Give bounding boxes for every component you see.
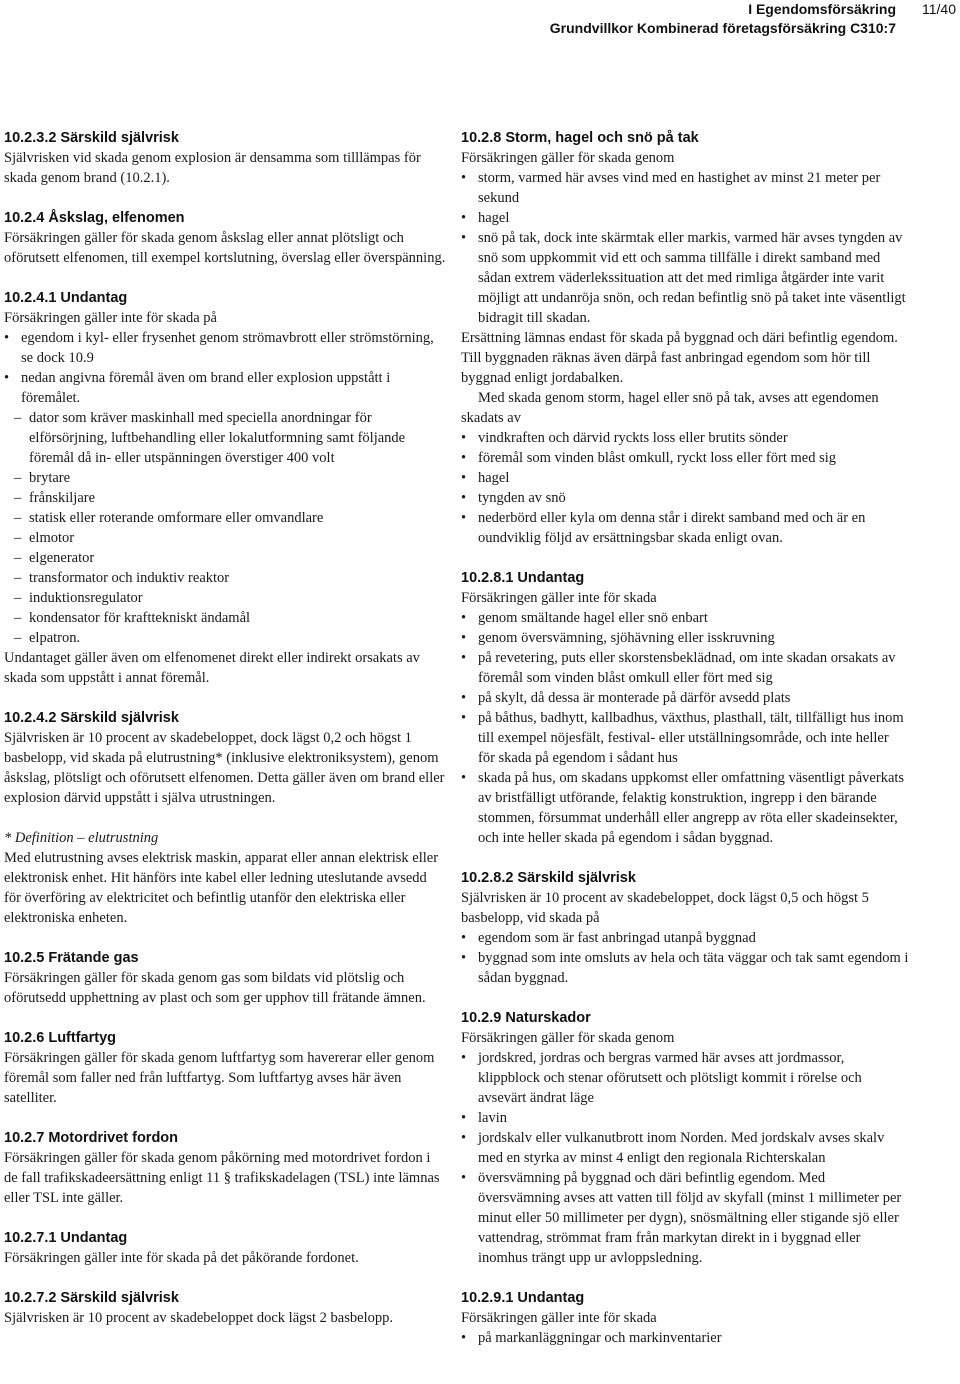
section-intro: Försäkringen gäller inte för skada på: [4, 310, 217, 326]
section-text: Försäkringen gäller för skada genom gas som bildats vid plötslig och oförutsedd upphettning av plast och som ger upphov till frätande ämnen.: [4, 970, 426, 1006]
list-item: • hagel: [461, 208, 909, 228]
section-10-2-9: [461, 1008, 909, 1268]
section-heading: 10.2.7 Motordrivet fordon: [4, 1130, 179, 1146]
section-heading: 10.2.8 Storm, hagel och snö på tak: [461, 130, 699, 146]
left-column: [4, 128, 446, 1328]
section-10-2-4: [4, 208, 446, 268]
section-heading: 10.2.4.2 Särskild självrisk: [4, 710, 179, 726]
section-10-2-7-2: [4, 1288, 446, 1328]
section-10-2-4-2: [4, 708, 446, 808]
list-item: • egendom som är fast anbringad utanpå byggnad: [461, 928, 909, 948]
bullet-list: [4, 328, 446, 408]
list-item: – elmotor: [4, 528, 446, 548]
list-item: • nederbörd eller kyla om denna står i direkt samband med och är en oundviklig följd av ersättningsbar skada enligt ovan.: [461, 508, 909, 548]
list-item: • hagel: [461, 468, 909, 488]
list-item: • översvämning på byggnad och däri befintlig egendom. Med översvämning avses att vatten till följd av skyfall (minst 1 millimeter per minut eller 50 millimeter per dygn), snösmältning eller stigande sjö eller vattendrag, strömmat fram från markytan direkt in i byggnad eller inomhus trängt upp ur avloppsledning.: [461, 1168, 909, 1268]
section-heading: 10.2.5 Frätande gas: [4, 950, 139, 966]
list-item: – elgenerator: [4, 548, 446, 568]
list-item: • tyngden av snö: [461, 488, 909, 508]
section-10-2-7-1: [4, 1228, 446, 1268]
list-item: • jordskalv eller vulkanutbrott inom Norden. Med jordskalv avses skalv med en styrka av minst 4 enligt den regionala Richterskalan: [461, 1128, 909, 1168]
list-item: • egendom i kyl- eller frysenhet genom strömavbrott eller strömstörning, se dock 10.9: [4, 328, 446, 368]
list-item: – brytare: [4, 468, 446, 488]
section-10-2-7: [4, 1128, 446, 1208]
list-item: • byggnad som inte omsluts av hela och täta väggar och tak samt egendom i sådan byggnad.: [461, 948, 909, 988]
list-item: – induktionsregulator: [4, 588, 446, 608]
list-item: • snö på tak, dock inte skärmtak eller markis, varmed här avses tyngden av snö som uppkommit vid ett och samma tillfälle i direkt samband med sådan extrem väderlekssituation att det med rimliga åtgärder inte varit möjligt att undanröja snön, och redan befintlig snö på taket inte väsentligt bidragit till skadan.: [461, 228, 909, 328]
list-item: • vindkraften och därvid ryckts loss eller brutits sönder: [461, 428, 909, 448]
section-intro: Försäkringen gäller för skada genom: [461, 150, 675, 166]
list-item: • på båthus, badhytt, kallbadhus, växthus, plasthall, tält, tillfälligt hus inom till exempel nöjesfält, festival- eller utställningsområde, och inte heller för skada på egendom i sådant hus: [461, 708, 909, 768]
list-item: • på revetering, puts eller skorstensbeklädnad, om inte skadan orsakats av föremål som vinden blåst omkull eller fört med sig: [461, 648, 909, 688]
list-item: • lavin: [461, 1108, 909, 1128]
bullet-list: [461, 168, 909, 328]
list-item: • nedan angivna föremål även om brand eller explosion uppstått i föremålet.: [4, 368, 446, 408]
header-line-1: I Egendomsförsäkring: [748, 1, 896, 17]
section-heading: 10.2.3.2 Särskild självrisk: [4, 130, 179, 146]
section-text: Försäkringen gäller för skada genom påkörning med motordrivet fordon i de fall trafikskadeersättning enligt 11 § trafikskadelagen (TSL) inte lämnas eller TSL inte gäller.: [4, 1150, 440, 1206]
section-10-2-6: [4, 1028, 446, 1108]
section-heading: 10.2.4.1 Undantag: [4, 290, 128, 306]
definition-heading: * Definition – elutrustning: [4, 830, 159, 846]
section-text: Ersättning lämnas endast för skada på byggnad och däri befintlig egendom. Till byggnaden räknas även därpå fast anbringad egendom som hör till byggnad enligt jordabalken.: [461, 330, 898, 386]
section-heading: 10.2.9 Naturskador: [461, 1010, 591, 1026]
section-10-2-8-1: [461, 568, 909, 848]
section-text: Självrisken är 10 procent av skadebeloppet, dock lägst 0,2 och högst 1 basbelopp, vid skada på elutrustning* (inklusive elektroniksystem), genom åskslag, plötsligt och oförutsett elfenomen. Detta gäller även om brand eller explosion därvid uppstått i själva utrustningen.: [4, 730, 445, 806]
section-heading: 10.2.8.2 Särskild självrisk: [461, 870, 636, 886]
section-intro: Försäkringen gäller för skada genom: [461, 1030, 675, 1046]
list-item: • jordskred, jordras och bergras varmed här avses att jordmassor, klippblock och stenar oförutsett och plötsligt kommit i rörelse och avsevärt ändrat läge: [461, 1048, 909, 1108]
section-10-2-8: [461, 128, 909, 548]
list-item: • genom smältande hagel eller snö enbart: [461, 608, 909, 628]
page-number: 11/40: [922, 1, 956, 17]
section-heading: 10.2.7.1 Undantag: [4, 1230, 128, 1246]
section-10-2-8-2: [461, 868, 909, 988]
definition-elutrustning: [4, 828, 446, 928]
section-text: Självrisken vid skada genom explosion är densamma som tilllämpas för skada genom brand (10.2.1).: [4, 150, 421, 186]
list-item: • på skylt, då dessa är monterade på därför avsedd plats: [461, 688, 909, 708]
dash-list: [4, 408, 446, 648]
section-intro: Försäkringen gäller inte för skada: [461, 1310, 657, 1326]
section-text: Självrisken är 10 procent av skadebeloppet dock lägst 2 basbelopp.: [4, 1310, 393, 1326]
bullet-list: [461, 1048, 909, 1268]
section-heading: 10.2.4 Åskslag, elfenomen: [4, 210, 185, 226]
section-10-2-4-1: [4, 288, 446, 688]
list-item: – transformator och induktiv reaktor: [4, 568, 446, 588]
bullet-list: [461, 428, 909, 548]
section-intro: Försäkringen gäller inte för skada: [461, 590, 657, 606]
section-heading: 10.2.8.1 Undantag: [461, 570, 585, 586]
list-item: • skada på hus, om skadans uppkomst eller omfattning väsentligt påverkats av bristfälligt utförande, felaktig konstruktion, ingrepp i den bärande stommen, försummat underhåll eller angrepp av röta eller skadeinsekter, och inte heller skada på egendom i sådan byggnad.: [461, 768, 909, 848]
section-text: Försäkringen gäller inte för skada på det påkörande fordonet.: [4, 1250, 359, 1266]
header-line-2: Grundvillkor Kombinerad företagsförsäkring C310:7: [549, 20, 896, 36]
section-10-2-5: [4, 948, 446, 1008]
section-heading: 10.2.6 Luftfartyg: [4, 1030, 116, 1046]
list-item: – frånskiljare: [4, 488, 446, 508]
page-header: [260, 0, 960, 46]
section-heading: 10.2.7.2 Särskild självrisk: [4, 1290, 179, 1306]
bullet-list: [461, 608, 909, 848]
list-item: – statisk eller roterande omformare eller omvandlare: [4, 508, 446, 528]
list-item: • på markanläggningar och markinventarier: [461, 1328, 909, 1348]
list-item: – elpatron.: [4, 628, 446, 648]
section-text: Försäkringen gäller för skada genom luftfartyg som havererar eller genom föremål som faller ned från luftfartyg. Som luftfartyg avses här även satelliter.: [4, 1050, 435, 1106]
section-10-2-9-1: [461, 1288, 909, 1348]
list-item: • genom översvämning, sjöhävning eller isskruvning: [461, 628, 909, 648]
section-intro: Självrisken är 10 procent av skadebeloppet, dock lägst 0,5 och högst 5 basbelopp, vid skada på: [461, 890, 869, 926]
section-heading: 10.2.9.1 Undantag: [461, 1290, 585, 1306]
section-10-2-3-2: [4, 128, 446, 188]
section-text: Undantaget gäller även om elfenomenet direkt eller indirekt orsakats av skada som uppstått i annat föremål.: [4, 650, 420, 686]
bullet-list: [461, 928, 909, 988]
section-text: Med skada genom storm, hagel eller snö på tak, avses att egendomen skadats av: [461, 390, 879, 426]
section-text: Försäkringen gäller för skada genom åskslag eller annat plötsligt och oförutsett elfenomen, till exempel kortslutning, överslag eller överspänning.: [4, 230, 446, 266]
bullet-list: [461, 1328, 909, 1348]
list-item: • storm, varmed här avses vind med en hastighet av minst 21 meter per sekund: [461, 168, 909, 208]
definition-text: Med elutrustning avses elektrisk maskin, apparat eller annan elektrisk eller elektronisk enhet. Hit hänförs inte kabel eller ledning uteslutande avsedd för överföring av elektricitet och befintlig utanför den elektriska eller elektroniska enheten.: [4, 850, 439, 926]
right-column: [461, 128, 909, 1348]
list-item: – kondensator för krafttekniskt ändamål: [4, 608, 446, 628]
list-item: • föremål som vinden blåst omkull, ryckt loss eller fört med sig: [461, 448, 909, 468]
list-item: – dator som kräver maskinhall med speciella anordningar för elförsörjning, luftbehandling eller lokalutformning samt följande föremål då in- eller utspänningen överstiger 400 volt: [4, 408, 446, 468]
document-title: [550, 0, 896, 38]
